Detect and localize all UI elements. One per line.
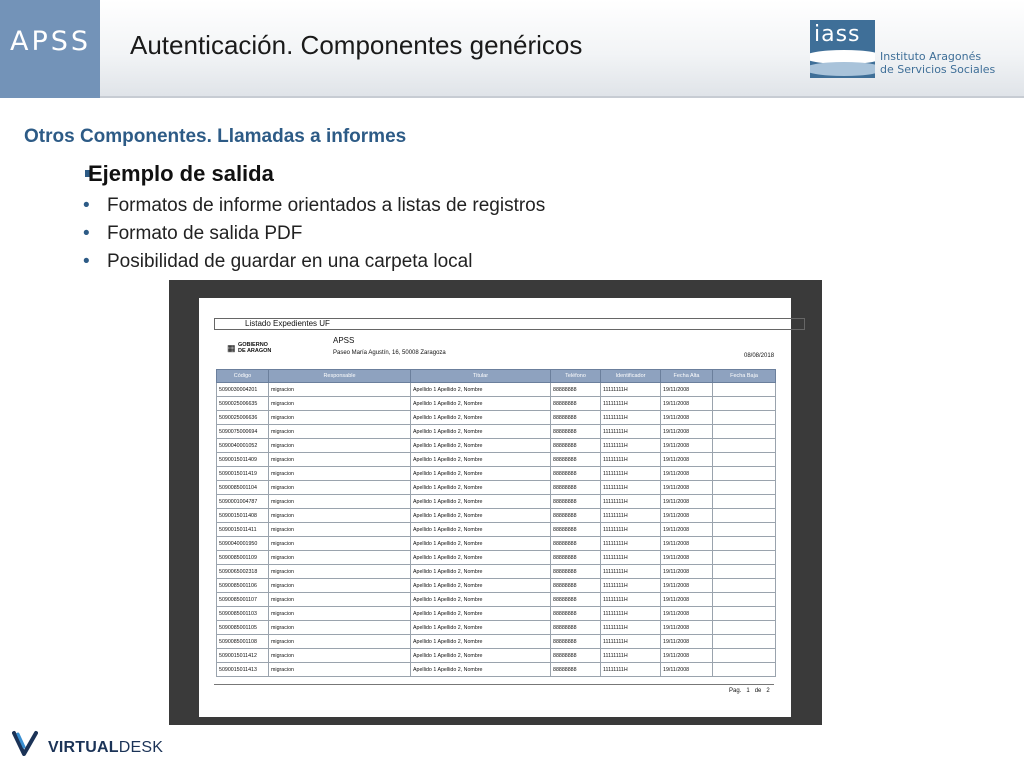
table-cell: migracion	[269, 593, 411, 607]
bullet-dot-icon: •	[83, 251, 90, 272]
table-cell	[713, 425, 776, 439]
table-cell: 19/11/2008	[661, 621, 713, 635]
table-cell	[713, 411, 776, 425]
table-cell: Apellido 1 Apellido 2, Nombre	[411, 439, 551, 453]
iass-logo-word: iass	[814, 22, 861, 47]
table-cell	[713, 383, 776, 397]
bullet-dot-icon: •	[83, 195, 90, 216]
table-cell: 11111111H	[601, 621, 661, 635]
table-cell: 11111111H	[601, 537, 661, 551]
table-cell: 11111111H	[601, 663, 661, 677]
table-cell: migracion	[269, 621, 411, 635]
bullet-dot-icon: •	[83, 223, 90, 244]
table-cell: 19/11/2008	[661, 495, 713, 509]
apss-badge-label: APSS	[10, 26, 92, 57]
table-cell: 5090015011412	[217, 649, 269, 663]
table-cell: 88888888	[551, 593, 601, 607]
table-cell: migracion	[269, 523, 411, 537]
table-cell: migracion	[269, 663, 411, 677]
table-row	[217, 551, 776, 565]
table-cell: 19/11/2008	[661, 425, 713, 439]
table-cell: 88888888	[551, 621, 601, 635]
table-cell: Apellido 1 Apellido 2, Nombre	[411, 453, 551, 467]
table-cell: Apellido 1 Apellido 2, Nombre	[411, 509, 551, 523]
section-subtitle: Otros Componentes. Llamadas a informes	[24, 126, 407, 147]
table-cell	[713, 551, 776, 565]
table-row	[217, 663, 776, 677]
subbullet-item: • Formatos de informe orientados a listas de registros	[83, 192, 545, 220]
table-cell: 19/11/2008	[661, 481, 713, 495]
report-date: 08/08/2018	[744, 353, 775, 359]
bullet-heading: Ejemplo de salida	[88, 161, 274, 186]
virtualdesk-v-icon	[12, 730, 38, 756]
table-cell: migracion	[269, 537, 411, 551]
table-cell: 5090001004787	[217, 495, 269, 509]
table-cell: 11111111H	[601, 467, 661, 481]
table-cell	[713, 565, 776, 579]
table-cell	[713, 509, 776, 523]
table-cell: 11111111H	[601, 439, 661, 453]
table-cell	[713, 453, 776, 467]
table-cell: 5090065002318	[217, 565, 269, 579]
table-cell: 88888888	[551, 565, 601, 579]
table-column-header: Titular	[411, 370, 551, 383]
table-cell: 88888888	[551, 509, 601, 523]
table-cell: 5090030004201	[217, 383, 269, 397]
table-cell: 88888888	[551, 425, 601, 439]
table-cell: 11111111H	[601, 565, 661, 579]
table-cell: Apellido 1 Apellido 2, Nombre	[411, 467, 551, 481]
table-row	[217, 453, 776, 467]
table-cell: 88888888	[551, 607, 601, 621]
table-cell	[713, 635, 776, 649]
table-row	[217, 635, 776, 649]
table-cell: migracion	[269, 411, 411, 425]
table-cell	[713, 649, 776, 663]
table-cell: 19/11/2008	[661, 397, 713, 411]
report-address: Paseo María Agustín, 16, 50008 Zaragoza	[333, 350, 446, 356]
coat-of-arms-icon: ▦	[227, 343, 236, 353]
table-cell: 19/11/2008	[661, 411, 713, 425]
table-cell: 19/11/2008	[661, 565, 713, 579]
table-cell: 88888888	[551, 663, 601, 677]
table-cell	[713, 593, 776, 607]
table-cell: 5090040001950	[217, 537, 269, 551]
table-row	[217, 649, 776, 663]
table-cell: migracion	[269, 649, 411, 663]
table-cell: 11111111H	[601, 495, 661, 509]
table-cell: 11111111H	[601, 397, 661, 411]
table-cell: 19/11/2008	[661, 383, 713, 397]
table-cell	[713, 495, 776, 509]
report-org-name: APSS	[333, 336, 355, 345]
table-cell: 19/11/2008	[661, 607, 713, 621]
table-cell: 88888888	[551, 397, 601, 411]
table-row	[217, 593, 776, 607]
table-column-header: Teléfono	[551, 370, 601, 383]
table-cell	[713, 439, 776, 453]
report-title: Listado Expedientes UF	[214, 318, 805, 330]
table-cell: Apellido 1 Apellido 2, Nombre	[411, 397, 551, 411]
table-cell: 5090085001108	[217, 635, 269, 649]
table-row	[217, 509, 776, 523]
table-cell: 88888888	[551, 481, 601, 495]
table-cell: 88888888	[551, 383, 601, 397]
table-cell: 19/11/2008	[661, 509, 713, 523]
table-cell: Apellido 1 Apellido 2, Nombre	[411, 523, 551, 537]
report-footer-divider	[214, 684, 774, 685]
report-table	[216, 369, 776, 677]
table-cell: 19/11/2008	[661, 439, 713, 453]
table-column-header: Fecha Baja	[713, 370, 776, 383]
table-cell: 5090085001103	[217, 607, 269, 621]
table-cell	[713, 397, 776, 411]
table-cell: 11111111H	[601, 481, 661, 495]
table-cell: migracion	[269, 551, 411, 565]
table-cell: 5090085001105	[217, 621, 269, 635]
table-cell: migracion	[269, 383, 411, 397]
table-cell: 88888888	[551, 551, 601, 565]
table-cell: Apellido 1 Apellido 2, Nombre	[411, 383, 551, 397]
table-cell: 88888888	[551, 537, 601, 551]
table-cell: 11111111H	[601, 425, 661, 439]
table-cell: migracion	[269, 453, 411, 467]
table-cell: 19/11/2008	[661, 663, 713, 677]
table-cell: 11111111H	[601, 649, 661, 663]
table-cell: 19/11/2008	[661, 523, 713, 537]
table-cell: 19/11/2008	[661, 537, 713, 551]
table-cell: migracion	[269, 579, 411, 593]
table-row	[217, 397, 776, 411]
table-cell: 88888888	[551, 453, 601, 467]
table-row	[217, 467, 776, 481]
table-cell	[713, 481, 776, 495]
table-cell: Apellido 1 Apellido 2, Nombre	[411, 621, 551, 635]
table-row	[217, 411, 776, 425]
table-cell: 19/11/2008	[661, 453, 713, 467]
table-cell: 5090085001104	[217, 481, 269, 495]
table-cell: 5090085001109	[217, 551, 269, 565]
subbullet-item: • Posibilidad de guardar en una carpeta local	[83, 248, 545, 276]
table-cell: migracion	[269, 509, 411, 523]
table-cell	[713, 523, 776, 537]
table-cell: Apellido 1 Apellido 2, Nombre	[411, 565, 551, 579]
table-cell: migracion	[269, 397, 411, 411]
table-row	[217, 537, 776, 551]
table-row	[217, 481, 776, 495]
table-cell: 11111111H	[601, 453, 661, 467]
table-column-header: Responsable	[269, 370, 411, 383]
table-cell: 5090015011409	[217, 453, 269, 467]
table-cell: 11111111H	[601, 551, 661, 565]
table-cell: 88888888	[551, 439, 601, 453]
table-row	[217, 621, 776, 635]
gobierno-aragon-logo: ▦ GOBIERNO DE ARAGON	[227, 342, 272, 354]
table-cell: 5090015011419	[217, 467, 269, 481]
table-column-header: Identificador	[601, 370, 661, 383]
table-cell: Apellido 1 Apellido 2, Nombre	[411, 495, 551, 509]
table-column-header: Fecha Alta	[661, 370, 713, 383]
table-row	[217, 425, 776, 439]
table-cell: 19/11/2008	[661, 593, 713, 607]
table-cell: 5090015011413	[217, 663, 269, 677]
table-cell: migracion	[269, 481, 411, 495]
table-cell	[713, 467, 776, 481]
slide-title: Autenticación. Componentes genéricos	[130, 30, 583, 60]
table-cell	[713, 607, 776, 621]
table-cell: migracion	[269, 607, 411, 621]
table-cell: 19/11/2008	[661, 551, 713, 565]
table-cell: 5090085001106	[217, 579, 269, 593]
table-row	[217, 439, 776, 453]
table-row	[217, 495, 776, 509]
subbullet-list	[83, 192, 545, 276]
table-cell	[713, 537, 776, 551]
table-cell: 19/11/2008	[661, 635, 713, 649]
table-cell	[713, 621, 776, 635]
table-cell: 88888888	[551, 579, 601, 593]
table-cell: 19/11/2008	[661, 467, 713, 481]
table-cell: Apellido 1 Apellido 2, Nombre	[411, 607, 551, 621]
table-column-header: Código	[217, 370, 269, 383]
table-cell: Apellido 1 Apellido 2, Nombre	[411, 481, 551, 495]
table-cell: Apellido 1 Apellido 2, Nombre	[411, 425, 551, 439]
subbullet-item: • Formato de salida PDF	[83, 220, 545, 248]
table-cell: 5090025006635	[217, 397, 269, 411]
apss-badge	[0, 0, 100, 98]
table-cell: Apellido 1 Apellido 2, Nombre	[411, 537, 551, 551]
table-cell: Apellido 1 Apellido 2, Nombre	[411, 593, 551, 607]
table-cell: Apellido 1 Apellido 2, Nombre	[411, 411, 551, 425]
table-cell: 19/11/2008	[661, 649, 713, 663]
table-cell: Apellido 1 Apellido 2, Nombre	[411, 551, 551, 565]
table-cell: 11111111H	[601, 607, 661, 621]
table-row	[217, 607, 776, 621]
table-cell: 5090025006636	[217, 411, 269, 425]
iass-logo-mark	[810, 20, 875, 78]
table-cell: 88888888	[551, 411, 601, 425]
iass-logo	[810, 20, 1000, 78]
table-cell: migracion	[269, 425, 411, 439]
table-cell: 11111111H	[601, 411, 661, 425]
table-cell	[713, 663, 776, 677]
iass-logo-text: Instituto Aragonés de Servicios Sociales	[880, 50, 996, 76]
table-cell: Apellido 1 Apellido 2, Nombre	[411, 635, 551, 649]
table-cell: migracion	[269, 565, 411, 579]
table-cell: migracion	[269, 635, 411, 649]
table-cell: 88888888	[551, 649, 601, 663]
table-cell: 88888888	[551, 523, 601, 537]
table-row	[217, 383, 776, 397]
table-cell: Apellido 1 Apellido 2, Nombre	[411, 649, 551, 663]
table-cell: migracion	[269, 467, 411, 481]
table-row	[217, 523, 776, 537]
table-cell: 11111111H	[601, 509, 661, 523]
virtualdesk-wordmark: VIRTUALDESK	[48, 739, 164, 756]
table-cell: 88888888	[551, 467, 601, 481]
table-cell: 11111111H	[601, 635, 661, 649]
table-cell: migracion	[269, 439, 411, 453]
report-page	[199, 298, 791, 717]
table-cell: 5090015011411	[217, 523, 269, 537]
table-cell: 19/11/2008	[661, 579, 713, 593]
table-cell: 5090085001107	[217, 593, 269, 607]
table-cell: 5090075000694	[217, 425, 269, 439]
table-cell	[713, 579, 776, 593]
table-cell: 11111111H	[601, 523, 661, 537]
table-row	[217, 579, 776, 593]
table-row	[217, 565, 776, 579]
table-cell: 5090015011408	[217, 509, 269, 523]
table-cell: 11111111H	[601, 579, 661, 593]
table-cell: 88888888	[551, 635, 601, 649]
table-body	[217, 383, 776, 677]
table-cell: 5090040001052	[217, 439, 269, 453]
table-cell: 11111111H	[601, 383, 661, 397]
table-cell: 88888888	[551, 495, 601, 509]
table-header-row	[217, 370, 776, 383]
table-cell: migracion	[269, 495, 411, 509]
report-pagination: Pag. 1 de 2	[729, 688, 770, 694]
table-cell: 11111111H	[601, 593, 661, 607]
table-cell: Apellido 1 Apellido 2, Nombre	[411, 579, 551, 593]
table-cell: Apellido 1 Apellido 2, Nombre	[411, 663, 551, 677]
